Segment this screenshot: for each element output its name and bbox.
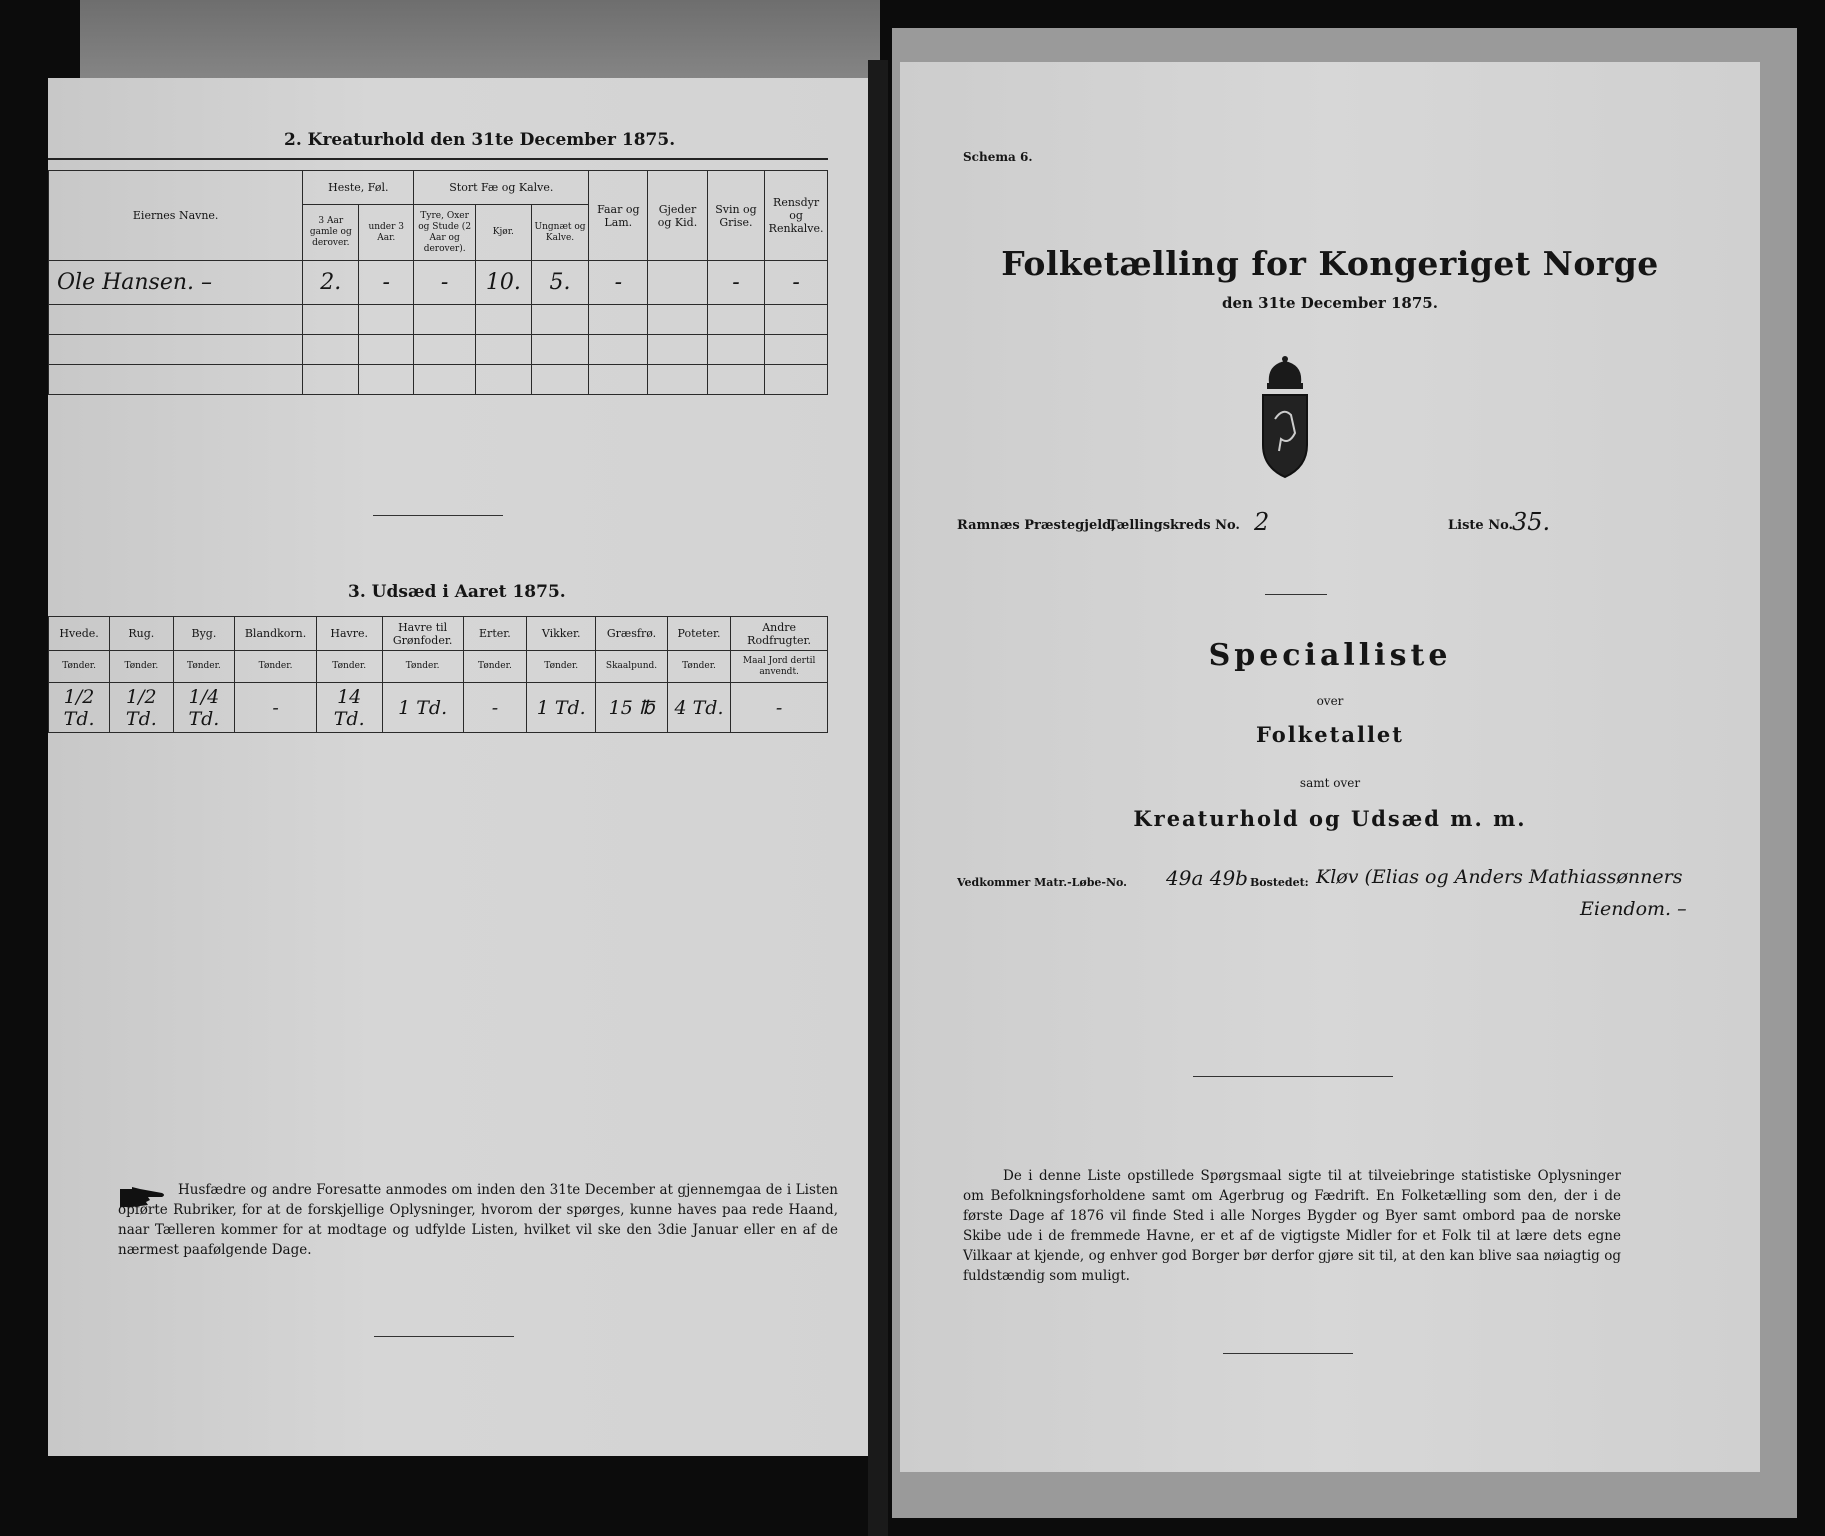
- owner-cell: Ole Hansen. –: [49, 261, 303, 305]
- separator: [1265, 594, 1327, 595]
- separator: [374, 1336, 514, 1337]
- pigs-header: Svin og Grise.: [707, 171, 764, 261]
- horses-header: Heste, Føl.: [303, 171, 414, 205]
- section2-title: 2. Kreaturhold den 31te December 1875.: [284, 130, 676, 150]
- section3-title: 3. Udsæd i Aaret 1875.: [348, 582, 566, 602]
- sowing-header: Vikker.: [527, 617, 596, 651]
- main-title: Folketælling for Kongeriget Norge: [1001, 244, 1659, 283]
- bulls-cell: -: [414, 261, 476, 305]
- bosted-value: Kløv (Elias og Anders Mathiassønners: [1316, 866, 1683, 888]
- sowing-unit: Maal Jord dertil anvendt.: [731, 651, 828, 683]
- sowing-header: Erter.: [463, 617, 526, 651]
- separator: [1223, 1353, 1353, 1354]
- bosted-label: Bostedet:: [1250, 876, 1309, 889]
- sowing-value: 15 ℔: [596, 683, 668, 733]
- sowing-header: Byg.: [173, 617, 235, 651]
- instruction-note: Husfædre og andre Foresatte anmodes om inden den 31te December at gjennemgaa de i Listen opførte Rubriker, for at de forskjellige Oplysninger, hvorom der spørges, kunne haves paa rede Haand, naar Tælleren kommer for at modtage og udfylde Listen, hvilket vil ske den 3die Januar eller en af de nærmest paafølgende Dage.: [118, 1182, 838, 1258]
- sowing-unit: Tønder.: [463, 651, 526, 683]
- bosted-value-cont: Eiendom. –: [1580, 898, 1687, 920]
- sowing-unit: Tønder.: [173, 651, 235, 683]
- sowing-unit: Tønder.: [49, 651, 110, 683]
- left-page: [48, 78, 868, 1456]
- sowing-unit: Tønder.: [527, 651, 596, 683]
- cows-header: Kjør.: [476, 205, 532, 261]
- goats-header: Gjeder og Kid.: [648, 171, 708, 261]
- folketallet-heading: Folketallet: [1256, 722, 1404, 747]
- sowing-value: 1 Td.: [382, 683, 463, 733]
- young-cattle-header: Ungnæt og Kalve.: [531, 205, 589, 261]
- pigs-cell: -: [707, 261, 764, 305]
- sheep-cell: -: [589, 261, 648, 305]
- sowing-header: Andre Rodfrugter.: [731, 617, 828, 651]
- sowing-header: Havre.: [316, 617, 382, 651]
- specialliste-heading: Specialliste: [1208, 638, 1452, 673]
- sowing-unit: Skaalpund.: [596, 651, 668, 683]
- separator: [1193, 1076, 1393, 1077]
- sowing-value: 1/2 Td.: [110, 683, 173, 733]
- sheep-header: Faar og Lam.: [589, 171, 648, 261]
- sowing-value: -: [731, 683, 828, 733]
- matr-label: Vedkommer Matr.-Løbe-No.: [957, 876, 1127, 889]
- sowing-unit: Tønder.: [316, 651, 382, 683]
- schema-label: Schema 6.: [963, 150, 1033, 164]
- horses-under3-header: under 3 Aar.: [359, 205, 414, 261]
- young-cattle-cell: 5.: [531, 261, 589, 305]
- sowing-value: 1/2 Td.: [49, 683, 110, 733]
- sowing-unit: Tønder.: [667, 651, 730, 683]
- samt-over-label: samt over: [1299, 776, 1361, 790]
- divider: [48, 158, 828, 160]
- goats-cell: [648, 261, 708, 305]
- list-label: Liste No.: [1448, 518, 1514, 533]
- sowing-value: -: [463, 683, 526, 733]
- reindeer-header: Rensdyr og Renkalve.: [765, 171, 828, 261]
- table-row: [49, 305, 828, 335]
- table-row: [49, 365, 828, 395]
- sowing-header: Blandkorn.: [235, 617, 317, 651]
- cattle-header: Stort Fæ og Kalve.: [414, 171, 589, 205]
- sowing-unit: Tønder.: [235, 651, 317, 683]
- sowing-value: 4 Td.: [667, 683, 730, 733]
- owner-header: Eiernes Navne.: [49, 171, 303, 261]
- sowing-table: [48, 616, 828, 733]
- over-label: over: [1316, 694, 1344, 708]
- livestock-table: [48, 170, 828, 395]
- sowing-header: Rug.: [110, 617, 173, 651]
- right-page: [900, 62, 1760, 1472]
- kreaturhold-heading: Kreaturhold og Udsæd m. m.: [1133, 806, 1527, 831]
- parish-label: Ramnæs Præstegjeld,: [957, 518, 1116, 533]
- date-line: den 31te December 1875.: [1222, 294, 1438, 312]
- sowing-header: Poteter.: [667, 617, 730, 651]
- norwegian-coat-of-arms-icon: [1255, 355, 1315, 483]
- sowing-header: Hvede.: [49, 617, 110, 651]
- sowing-value: 14 Td.: [316, 683, 382, 733]
- sowing-header: Græsfrø.: [596, 617, 668, 651]
- bulls-header: Tyre, Oxer og Stude (2 Aar og derover).: [414, 205, 476, 261]
- sowing-header: Havre til Grønfoder.: [382, 617, 463, 651]
- list-value: 35.: [1512, 508, 1551, 536]
- sowing-value: -: [235, 683, 317, 733]
- district-label: Tællingskreds No.: [1108, 518, 1240, 533]
- horses-over3-cell: 2.: [303, 261, 359, 305]
- book-spine: [868, 60, 888, 1536]
- matr-value: 49a 49b: [1166, 866, 1248, 890]
- district-value: 2: [1254, 508, 1270, 536]
- sowing-value: 1 Td.: [527, 683, 596, 733]
- info-text: De i denne Liste opstillede Spørgsmaal sigte til at tilveiebringe statistiske Oplysninger om Befolkningsforholdene samt om Agerbrug og Fædrift. En Folketælling som den, der i de første Dage af 1876 vil finde Sted i alle Norges Bygder og Byer samt ombord paa de norske Skibe ude i de fremmede Havne, er et af de vigtigste Midler for et Folk til at lære dets egne Vilkaar at kjende, og enhver god Borger bør derfor gjøre sit til, at den kan blive saa nøiagtig og fuldstændig som muligt.: [963, 1168, 1621, 1284]
- sowing-value: 1/4 Td.: [173, 683, 235, 733]
- sowing-unit: Tønder.: [382, 651, 463, 683]
- table-row: [49, 335, 828, 365]
- reindeer-cell: -: [765, 261, 828, 305]
- separator: [373, 515, 503, 516]
- sowing-unit: Tønder.: [110, 651, 173, 683]
- cows-cell: 10.: [476, 261, 532, 305]
- horses-under3-cell: -: [359, 261, 414, 305]
- horses-over3-header: 3 Aar gamle og derover.: [303, 205, 359, 261]
